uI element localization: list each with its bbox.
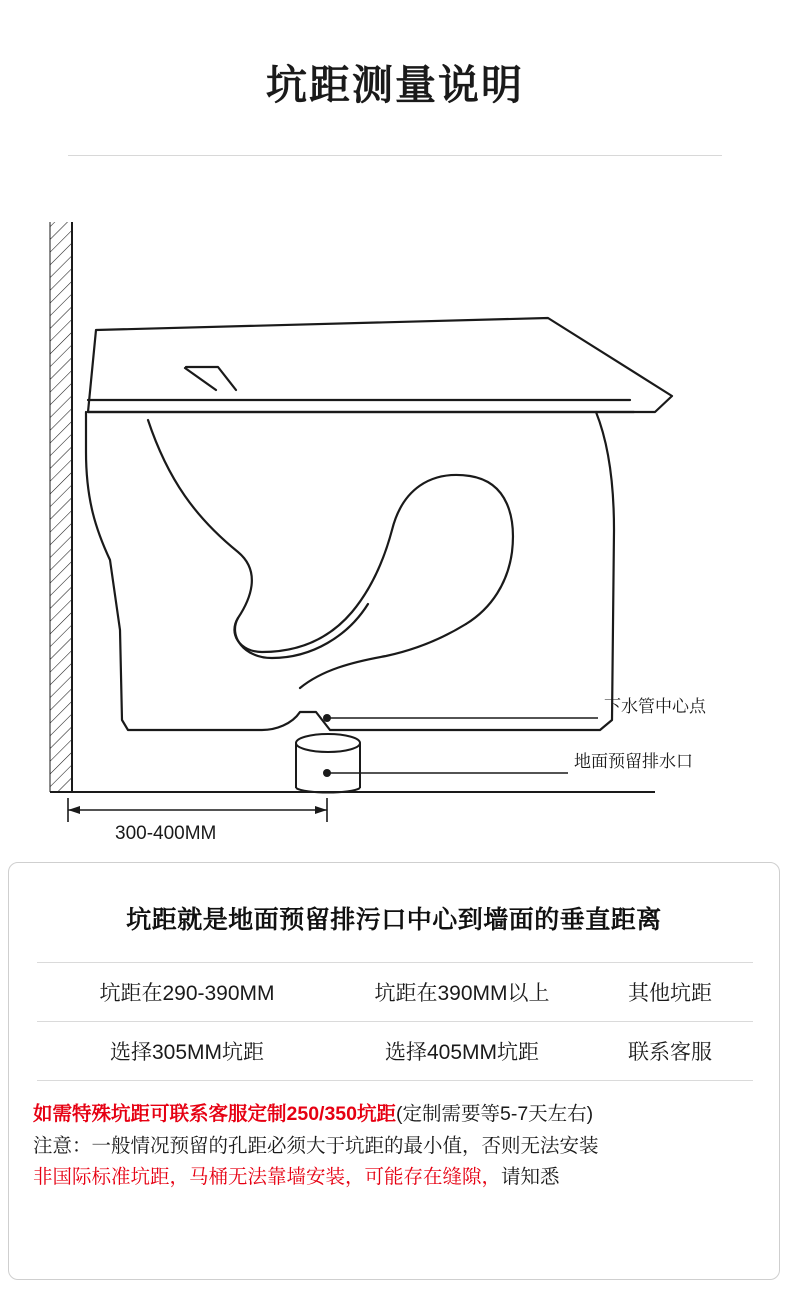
toilet-outline: [86, 318, 672, 730]
info-card: [8, 862, 780, 1280]
note-line-3: [33, 1162, 755, 1194]
label-drain-center: 下水管中心点: [604, 697, 706, 716]
note-3-red: 非国际标准坑距，马桶无法靠墙安装，可能存在缝隙，: [33, 1166, 502, 1189]
title-divider: [68, 155, 722, 156]
note-line-2: 注意：一般情况预留的孔距必须大于坑距的最小值，否则无法安装: [33, 1134, 599, 1157]
cell-range-3: 其他坑距: [587, 963, 753, 1022]
pit-distance-table: [37, 962, 753, 1081]
wall-graphic: [50, 222, 72, 792]
label-floor-outlet: 地面预留排水口: [574, 752, 693, 771]
note-1-dark: (定制需要等5-7天左右): [396, 1103, 594, 1125]
table-row: [37, 963, 753, 1022]
drain-center-dot: [323, 714, 331, 722]
cell-range-2: 坑距在390MM以上: [337, 963, 587, 1022]
note-1-red: 如需特殊坑距可联系客服定制250/350坑距: [33, 1103, 396, 1125]
dimension-label: 300-400MM: [115, 823, 217, 840]
page-title: 坑距测量说明: [266, 62, 524, 108]
dimension-line: [68, 798, 327, 822]
table-row: [37, 1022, 753, 1081]
note-3-dark: 请知悉: [501, 1166, 560, 1189]
cell-choice-1: 选择305MM坑距: [37, 1022, 337, 1081]
note-line-1: [33, 1099, 755, 1131]
callout-lines: [327, 718, 598, 773]
toilet-measurement-diagram: [0, 200, 790, 840]
card-heading: 坑距就是地面预留排污口中心到墙面的垂直距离: [126, 906, 662, 934]
floor-outlet-dot: [323, 769, 331, 777]
cell-choice-2: 选择405MM坑距: [337, 1022, 587, 1081]
drain-pipe-graphic: [296, 734, 360, 793]
cell-choice-3: 联系客服: [587, 1022, 753, 1081]
cell-range-1: 坑距在290-390MM: [37, 963, 337, 1022]
notes-block: [33, 1099, 755, 1194]
